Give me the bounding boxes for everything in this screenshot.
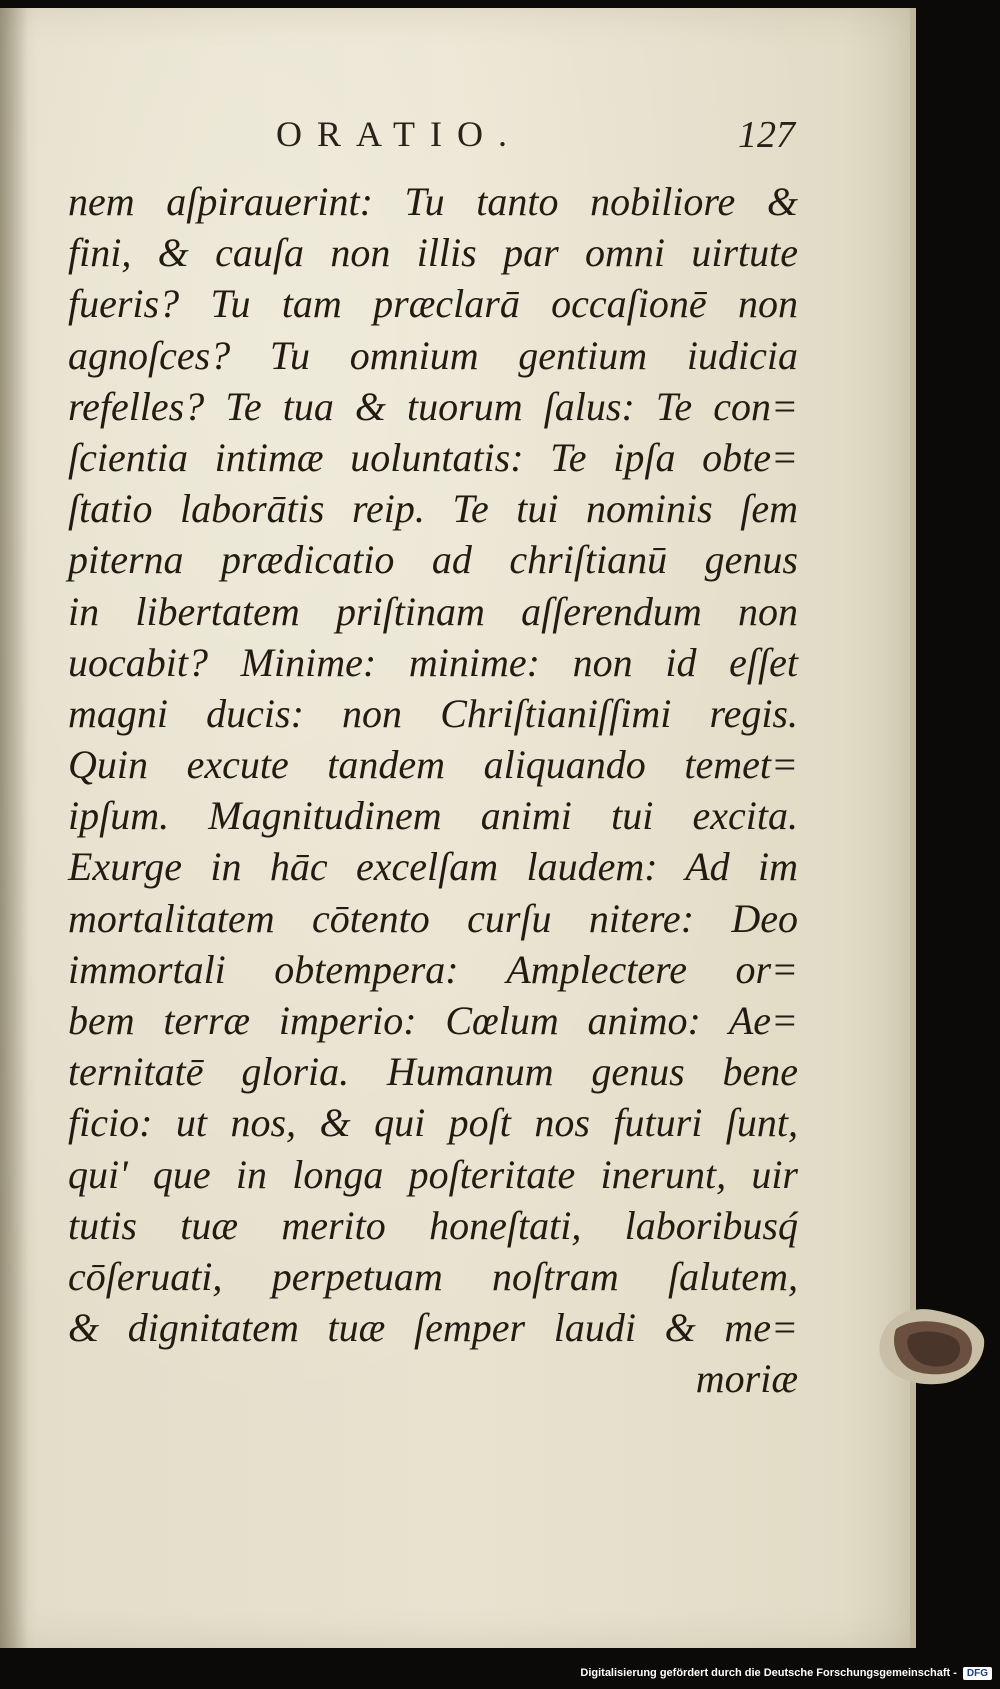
page-number: 127 [738,114,795,156]
text-line: & dignitatem tuæ ſemper laudi & me= [68,1305,798,1351]
text-line: nem aſpirauerint: Tu tanto nobiliore & [68,179,798,224]
text-line: immortali obtempera: Amplectere or= [68,946,798,992]
text-line: Exurge in hāc excelſam laudem: Ad im [68,844,798,890]
text-line: fueris? Tu tam præclarā occaſionē non [68,281,798,327]
text-line: fini, & cauſa non illis par omni uirtute [68,230,798,276]
text-line: agnoſces? Tu omnium gentium iudicia [68,332,798,378]
text-line: ternitatē gloria. Humanum genus bene [68,1049,798,1095]
text-line: cōſeruati, perpetuam noſtram ſalutem, [68,1253,798,1299]
book-page [0,8,916,1648]
text-line: Quin excute tandem aliquando temet= [68,742,798,788]
text-line: refelles? Te tua & tuorum ſalus: Te con= [68,383,798,429]
text-line: piterna prædicatio ad chriſtianū genus [68,537,798,583]
digitization-footer [580,1663,992,1683]
text-line: ipſum. Magnitudinem animi tui excita. [68,793,798,839]
text-line: tutis tuæ merito honeſtati, laboribusq́ [68,1202,798,1248]
text-line: in libertatem priſtinam aſſerendum non [68,588,798,634]
body-text [68,176,798,1405]
running-title: ORATIO. [276,114,522,154]
dfg-logo: DFG [963,1667,992,1680]
text-line: bem terræ imperio: Cœlum animo: Ae= [68,998,798,1043]
catchword: moriæ [695,1356,798,1402]
text-line: magni ducis: non Chriſtianiſſimi regis. [68,690,798,736]
page-edge [910,8,916,1648]
text-line: qui' que in longa poſteritate inerunt, uir [68,1151,798,1197]
text-line: uocabit? Minime: minime: non id eſſet [68,639,798,685]
torn-edge-damage [876,1305,986,1387]
text-line: mortalitatem cōtento curſu nitere: Deo [68,895,798,941]
text-line: ſcientia intimæ uoluntatis: Te ipſa obte= [68,434,798,480]
footer-credit: Digitalisierung gefördert durch die Deutsche Forschungsgemeinschaft - [580,1667,957,1679]
running-head [0,113,916,156]
text-line: ſtatio laborātis reip. Te tui nominis ſem [68,486,798,532]
text-line: ficio: ut nos, & qui poſt nos futuri ſunt, [68,1100,798,1146]
